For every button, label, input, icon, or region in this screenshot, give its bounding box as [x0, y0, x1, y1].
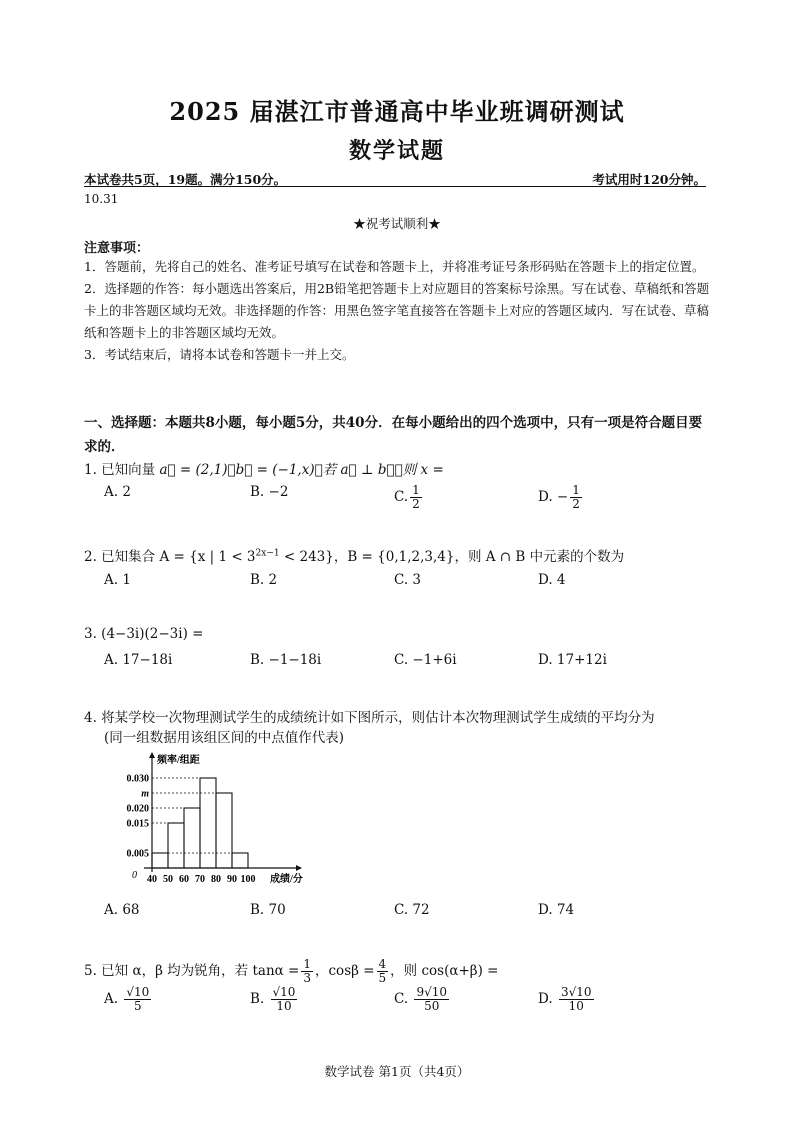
option-c: C. $\frac{1}{2}$: [394, 483, 420, 511]
exam-subtitle: 数学试题: [348, 138, 445, 164]
option-a: A. 2: [104, 484, 131, 500]
option-a: A. $\frac{√10}{5}$: [104, 985, 150, 1013]
question-5-options: [104, 986, 724, 1016]
origin-label: 0: [132, 870, 137, 881]
q1-math: a⃗ = (2,1)，b⃗ = (−1,x)，若 a⃗ ⊥ b⃗，则 x =: [159, 462, 444, 478]
note-item: 2．选择题的作答：每小题选出答案后，用2B铅笔把答题卡上对应题目的答案标号涂黑。写在试卷、草稿纸和答题卡上的非答题区域均无效。非选择题的作答：用黑色签字笔直接答在答题卡上对应的答题区域内．写在试卷、草稿纸和答题卡上的非答题区域均无效。: [84, 281, 710, 340]
histogram-bar: [152, 853, 168, 868]
option-d: D. 17+12i: [538, 652, 607, 668]
option-b: B. 2: [250, 572, 278, 588]
exam-info-right: 考试用时120分钟。: [592, 172, 706, 187]
question-5-stem: 5. 已知 α，β 均为锐角，若 tanα = $\frac{1}{3}$ ，cosβ = $\frac{4}{5}$ ，则 cos(α+β) =: [84, 957, 499, 985]
x-tick-label: 40: [147, 874, 157, 885]
exam-info-bar: [84, 170, 706, 187]
option-d: D. 4: [538, 572, 566, 588]
histogram-bar: [168, 823, 184, 868]
question-4-options: [104, 902, 724, 932]
x-tick-label: 100: [240, 874, 256, 885]
page-footer: 数学试卷 第1页（共4页）: [324, 1064, 470, 1079]
section-heading: 一、选择题：本题共8小题，每小题5分，共40分．在每小题给出的四个选项中，只有一项是符合题目要求的．: [84, 415, 703, 455]
good-luck-line: ★祝考试顺利★: [353, 216, 441, 231]
option-b: B. −1−18i: [250, 652, 322, 668]
note-item: 3．考试结束后，请将本试卷和答题卡一并上交。: [84, 347, 355, 362]
y-axis-label: 频率/组距: [157, 755, 200, 766]
question-1-options: [104, 484, 724, 514]
option-c: C. 3: [394, 572, 422, 588]
x-tick-label: 80: [211, 874, 221, 885]
x-axis-arrow: [296, 865, 302, 871]
note-item: 1．答题前，先将自己的姓名、准考证号填写在试卷和答题卡上，并将准考证号条形码贴在答题卡上的指定位置。: [84, 259, 705, 274]
exam-title: 2025 届湛江市普通高中毕业班调研测试: [169, 97, 625, 126]
option-c: C. 72: [394, 902, 430, 918]
question-4-stem: 4. 将某学校一次物理测试学生的成绩统计如下图所示，则估计本次物理测试学生成绩的平均分为: [84, 710, 655, 726]
option-c: C. −1+6i: [394, 652, 457, 668]
x-tick-label: 50: [163, 874, 173, 885]
x-tick-label: 70: [195, 874, 205, 885]
option-d: D. − $\frac{1}{2}$: [538, 483, 580, 511]
y-tick-label: 0.020: [126, 803, 149, 815]
question-4-stem-note: (同一组数据用该组区间的中点值作代表): [104, 730, 345, 746]
option-b: B. $\frac{√10}{10}$: [250, 985, 296, 1013]
question-2-options: [104, 572, 724, 602]
question-2-stem: 2. 已知集合 A = {x | $1 < 3^{2x-1} < 243$}，B = {0,1,2,3,4}，则 A ∩ B 中元素的个数为: [84, 548, 625, 565]
option-a: A. 1: [104, 572, 131, 588]
question-1-stem: [84, 458, 444, 478]
option-b: B. 70: [250, 902, 286, 918]
option-a: A. 17−18i: [104, 652, 173, 668]
option-d: D. $\frac{3√10}{10}$: [538, 985, 592, 1013]
x-tick-label: 90: [227, 874, 237, 885]
notes-list: [84, 256, 714, 366]
option-a: A. 68: [104, 902, 140, 918]
exam-info-left: 本试卷共5页，19题。满分150分。: [84, 172, 287, 187]
question-3-options: [104, 652, 724, 682]
y-tick-label: 0.005: [126, 848, 149, 860]
y-tick-label: m: [141, 788, 149, 800]
question-3-stem: 3. (4−3i)(2−3i) =: [84, 626, 204, 642]
y-tick-label: 0.030: [126, 773, 149, 785]
q1-prefix: 1. 已知向量: [84, 462, 160, 478]
exam-date: 10.31: [84, 192, 119, 206]
histogram-bar: [184, 808, 200, 868]
x-tick-label: 60: [179, 874, 189, 885]
notes-title: 注意事项：: [84, 241, 150, 256]
option-b: B. −2: [250, 484, 289, 500]
option-c: C. $\frac{9√10}{50}$: [394, 985, 447, 1013]
score-histogram: [100, 750, 330, 890]
histogram-bar: [216, 793, 232, 868]
histogram-bar: [232, 853, 248, 868]
option-d: D. 74: [538, 902, 575, 918]
x-axis-label: 成绩/分: [270, 874, 303, 885]
y-axis-arrow: [149, 752, 155, 758]
histogram-bar: [200, 778, 216, 868]
y-tick-label: 0.015: [126, 818, 149, 830]
